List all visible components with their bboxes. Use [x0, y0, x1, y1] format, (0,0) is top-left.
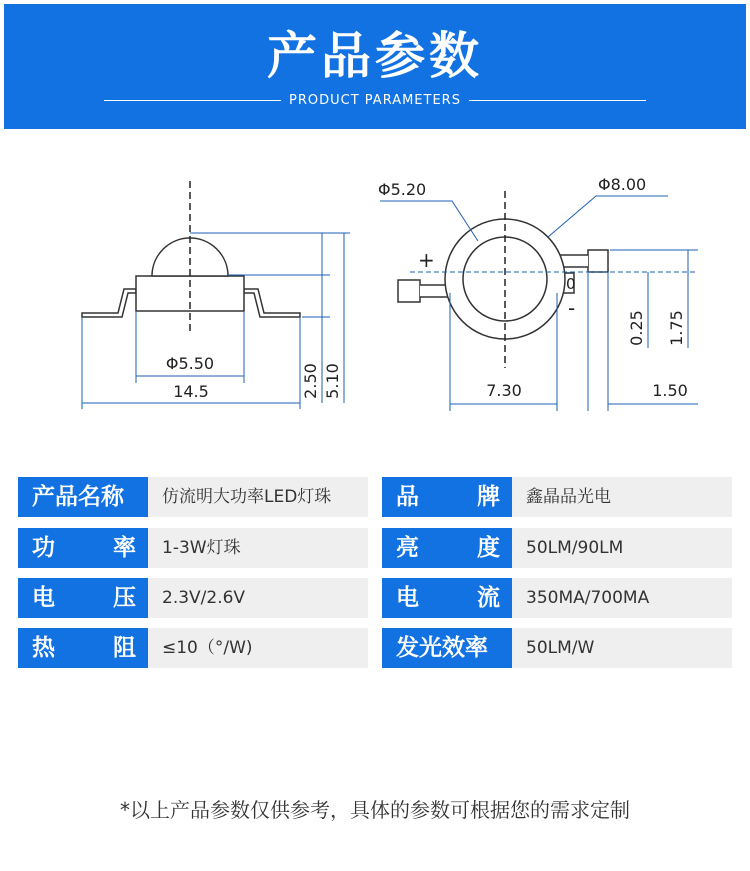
lens-diameter-label: Φ5.20 [378, 180, 427, 199]
left-pad-neck [420, 285, 448, 297]
spec-label-left: 功 [32, 535, 55, 561]
left-lead [82, 289, 136, 317]
minus-marker: - [568, 296, 576, 320]
spec-label-left: 电 [32, 585, 55, 611]
spec-value: ≤10（°/W) [148, 628, 368, 668]
body-height-label: 2.50 [301, 363, 320, 399]
spec-label [382, 578, 512, 618]
right-pad-neck [560, 255, 588, 267]
page-title: 产品参数 [267, 27, 483, 85]
spec-value: 350MA/700MA [512, 578, 732, 618]
spec-value: 仿流明大功率LED灯珠 [148, 477, 368, 517]
spec-label-right: 率 [113, 535, 136, 561]
left-pad [398, 280, 420, 302]
spec-label-right: 流 [477, 585, 500, 611]
footnote: *以上产品参数仅供参考，具体的参数可根据您的需求定制 [120, 798, 630, 822]
spec-label [18, 528, 148, 568]
base-width-label: 14.5 [173, 382, 209, 401]
width-label: 7.30 [486, 381, 522, 400]
spec-label [382, 477, 512, 517]
spec-row [382, 578, 732, 618]
spec-label-left: 发光效率 [396, 635, 488, 661]
spec-label [18, 477, 148, 517]
dome-diameter-label: Φ5.50 [165, 354, 215, 373]
spec-value: 2.3V/2.6V [148, 578, 368, 618]
dimension-drawing [0, 133, 750, 463]
spec-value: 50LM/W [512, 628, 732, 668]
spec-label [382, 628, 512, 668]
spec-label-left: 产品名称 [32, 484, 124, 510]
pad-marker: 0 [566, 275, 576, 293]
spec-value: 50LM/90LM [512, 528, 732, 568]
spec-label-left: 电 [396, 585, 419, 611]
page-subtitle-text: PRODUCT PARAMETERS [281, 93, 469, 108]
spec-row [18, 477, 368, 517]
pad-gap-label: 0.25 [627, 310, 646, 346]
spec-label-right: 阻 [113, 635, 136, 661]
spec-label-left: 亮 [396, 535, 419, 561]
spec-row [382, 628, 732, 668]
top-view [398, 219, 608, 339]
spec-value: 1-3W灯珠 [148, 528, 368, 568]
spec-label [18, 578, 148, 618]
spec-row [18, 578, 368, 618]
outer-leader [548, 196, 668, 237]
spec-row [382, 477, 732, 517]
spec-label [382, 528, 512, 568]
spec-value: 鑫晶品光电 [512, 477, 732, 517]
header-panel [4, 4, 746, 129]
page-subtitle [4, 92, 746, 109]
spec-label-right: 牌 [477, 484, 500, 510]
spec-row [18, 628, 368, 668]
side-view [82, 238, 300, 317]
outer-diameter-label: Φ8.00 [598, 175, 647, 194]
spec-row [18, 528, 368, 568]
right-lead [244, 289, 300, 317]
plus-marker: + [418, 248, 435, 272]
spec-label-right: 压 [113, 585, 136, 611]
right-pad [588, 250, 608, 272]
pad-offset-label: 1.50 [652, 381, 688, 400]
spec-label-left: 品 [396, 484, 419, 510]
spec-label [18, 628, 148, 668]
header-banner [0, 0, 750, 133]
pad-height-label: 1.75 [667, 310, 686, 346]
spec-label-left: 热 [32, 635, 55, 661]
spec-label-right: 度 [477, 535, 500, 561]
total-height-label: 5.10 [323, 363, 342, 399]
spec-row [382, 528, 732, 568]
